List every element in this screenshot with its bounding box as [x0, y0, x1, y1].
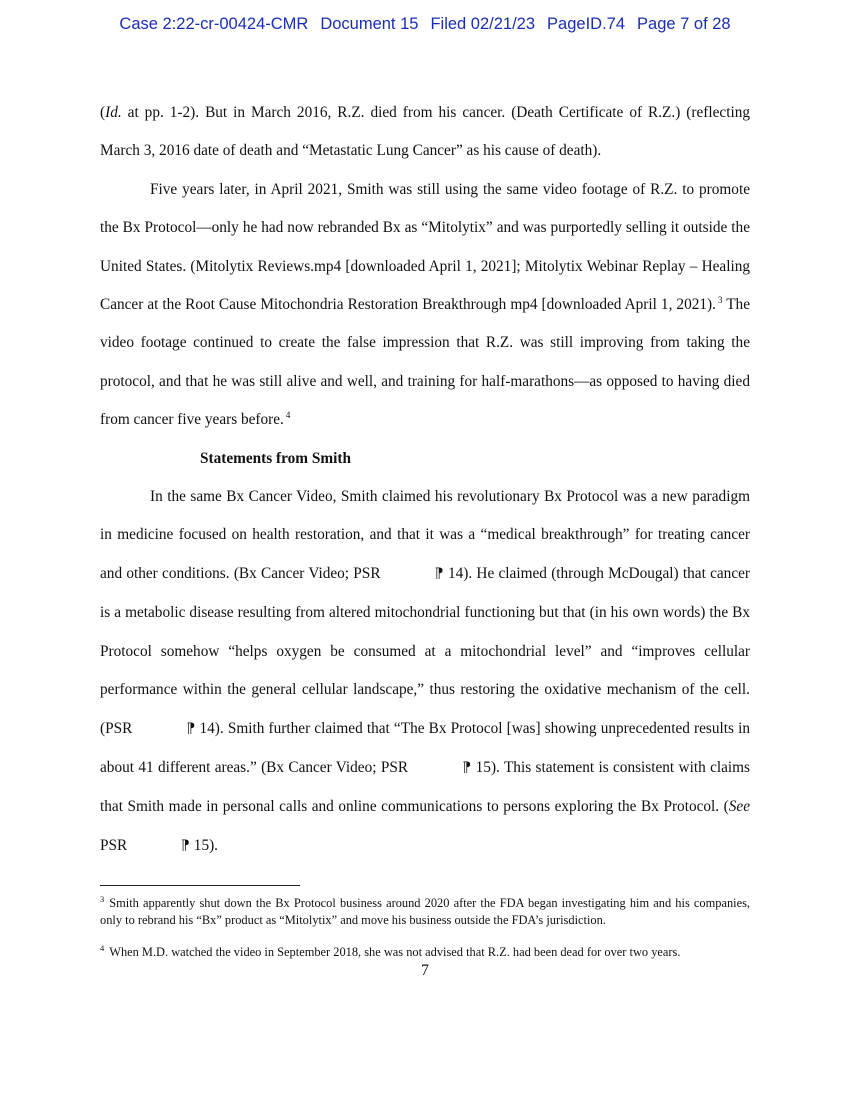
page-id: PageID.74	[547, 15, 626, 33]
page-number: 7	[421, 962, 429, 979]
footnote-ref-4[interactable]: 4	[285, 410, 291, 421]
paragraph-2-text-a: Five years later, in April 2021, Smith was still using the same video footage of R.Z. to promote the Bx Protocol—only he had now rebranded Bx as “Mitolytix” and was purportedly selling it outside the United States. (Mitolytix Reviews.mp4 [downloaded April 1, 2021]; Mitolytix Webinar Replay – Healing Cancer at the Root Cause Mitochondria Restoration Breakthrough mp4 [downloaded April 1, 2021).	[100, 180, 750, 314]
paragraph-3-text-3: 14). Smith further claimed that “The Bx Protocol [was] showing unprecedented results in about 41 different areas.” (Bx Cancer Video; PSR	[100, 719, 750, 776]
footnote-number: 3	[100, 893, 105, 904]
see-signal: See	[728, 798, 750, 816]
case-header	[0, 15, 850, 34]
footnote-text: When M.D. watched the video in September 2018, she was not advised that R.Z. had been dead for over two years.	[109, 945, 681, 959]
paragraph-3-text-2: 14). He claimed (through McDougal) that cancer is a metabolic disease resulting from altered mitochondrial functioning but that (in his own words) the Bx Protocol somehow “helps oxygen be consumed at a mitochondrial level” and “improves cellular performance within the general cellular landscape,” thus restoring the oxidative mechanism of the cell. (PSR	[100, 564, 750, 737]
footnote-divider	[100, 885, 300, 886]
paragraph-3-text-6: 15).	[189, 836, 219, 854]
id-citation: Id.	[105, 104, 122, 121]
footnote-4	[100, 944, 750, 961]
paragraph-mark: ⁋	[181, 838, 190, 854]
paragraph-3	[100, 478, 750, 866]
page-count: Page 7 of 28	[637, 15, 731, 33]
section-heading: Statements from Smith	[200, 449, 351, 467]
footnote-ref-3[interactable]: 3	[717, 294, 723, 305]
paragraph-2-text-b: The video footage continued to create the false impression that R.Z. was still improving from taking the protocol, and that he was still alive and well, and training for half-marathons—as opposed to having died from cancer five years before.	[100, 296, 750, 429]
paragraph-3-text-4: 15). This statement is consistent with claims that Smith made in personal calls and online communications to persons exploring the Bx Protocol. (	[100, 758, 751, 816]
paragraph-1: (Id. at pp. 1-2). But in March 2016, R.Z. died from his cancer. (Death Certificate of R.Z.) (reflecting March 3, 2016 date of death and “Metastatic Lung Cancer” as his cause of death).	[100, 104, 750, 160]
document-number: Document 15	[320, 15, 419, 33]
paragraph-3-text-1: In the same Bx Cancer Video, Smith claimed his revolutionary Bx Protocol was a new paradigm in medicine focused on health restoration, and that it was a “medical breakthrough” for treating cancer and other conditions. (Bx Cancer Video; PSR	[100, 488, 750, 582]
footnote-text: Smith apparently shut down the Bx Protocol business around 2020 after the FDA began investigating him and his companies, only to rebrand his “Bx” product as “Mitolytix” and move his business outside the FDA’s jurisdiction.	[100, 896, 750, 927]
paragraph-3-text-5: PSR	[100, 836, 132, 854]
footnote-3	[100, 895, 750, 929]
paragraph-2	[100, 171, 750, 440]
footnote-number: 4	[100, 942, 105, 953]
filed-date: Filed 02/21/23	[430, 15, 536, 33]
body-text	[100, 94, 750, 866]
paragraph-mark: ⁋	[186, 721, 196, 737]
case-number: Case 2:22-cr-00424-CMR	[119, 15, 309, 33]
paragraph-mark: ⁋	[462, 760, 472, 776]
paragraph-1-text: at pp. 1-2). But in March 2016, R.Z. died from his cancer. (Death Certificate of R.Z.) (reflecting March 3, 2016 date of death and “Metastatic Lung Cancer” as his cause of death).	[100, 104, 750, 160]
paragraph-mark: ⁋	[434, 566, 444, 582]
